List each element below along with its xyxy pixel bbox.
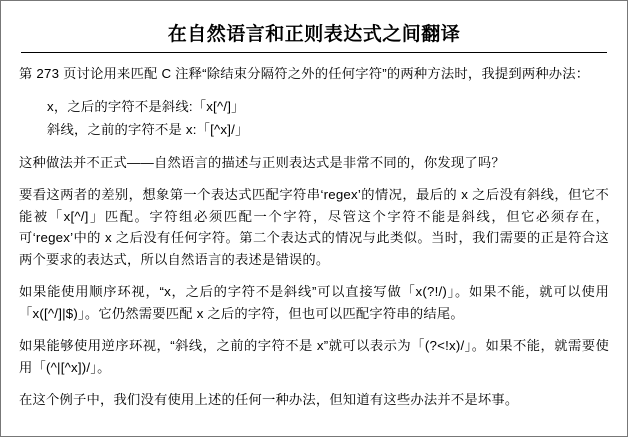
- paragraph-3: 这种做法并不正式——自然语言的描述与正则表达式是非常不同的，你发现了吗？: [19, 154, 505, 170]
- paragraph-1: 第 273 页讨论用来匹配 C 注释“除结束分隔符之外的任何字符”的两种方法时，我提到两种办法：: [19, 66, 590, 81]
- list-item: x，之后的字符不是斜线:「x[^/]」: [47, 98, 245, 114]
- list-item: 斜线，之前的字符不是 x:「[^x]/」: [47, 122, 249, 138]
- page-title: 在自然语言和正则表达式之间翻译: [167, 24, 461, 45]
- paragraph-7: 在这个例子中，我们没有使用上述的任何一种办法，但知道有这些办法并不是坏事。: [19, 392, 519, 408]
- paragraph-6: 如果能够使用逆序环视，“斜线，之前的字符不是 x”就可以表示为「(?<!x)/」。如果不能，就需要使用「(^|[^x])/」。: [19, 338, 609, 375]
- document-content: [1, 1, 627, 432]
- title-divider: [21, 52, 607, 53]
- paragraph-5: 如果能使用顺序环视，“x，之后的字符不是斜线”可以直接写做「x(?!/)」。如果不能，就可以使用「x([^/]|$)」。它仍然需要匹配 x 之后的字符，但也可以匹配字符串的结尾。: [19, 284, 609, 321]
- paragraph-4: 要看这两者的差别，想象第一个表达式匹配字符串‘regex’的情况，最后的 x 之后没有斜线，但它不能被「x[^/]」匹配。字符组必须匹配一个字符，尽管这个字符不能是斜线，但它必须存在，可‘regex’中的 x 之后没有任何字符。第二个表达式的情况与此类似。当时，我们需要的正是符合这两个要求的表达式，所以自然语言的表述是错误的。: [19, 187, 609, 267]
- method-list: [19, 96, 609, 141]
